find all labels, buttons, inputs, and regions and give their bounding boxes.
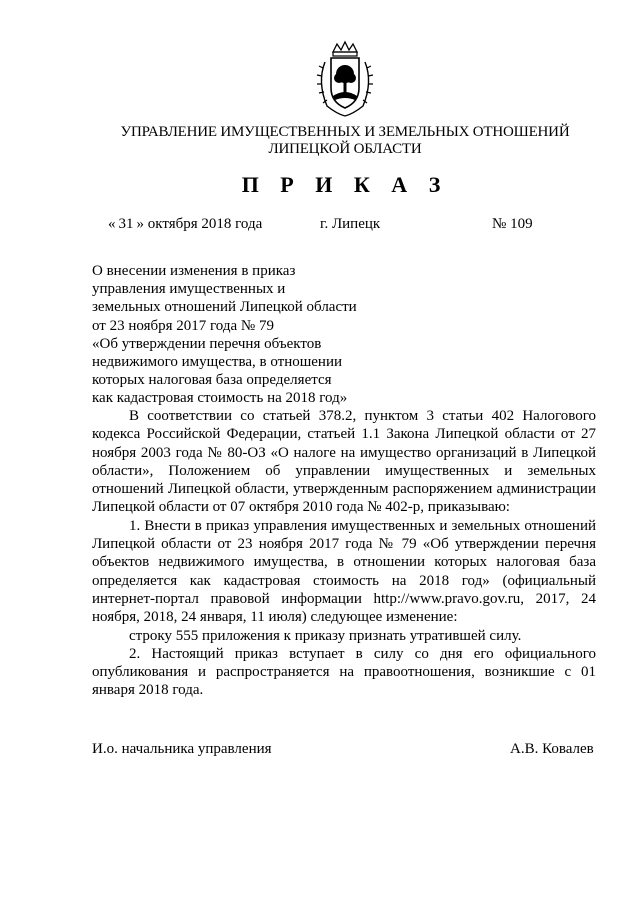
- subject-line: «Об утверждении перечня объектов: [92, 335, 322, 352]
- subject-line: которых налоговая база определяется: [92, 372, 332, 389]
- order-date: [108, 216, 262, 233]
- order-city: г. Липецк: [320, 216, 381, 232]
- body-paragraph-change: строку 555 приложения к приказу признать утратившей силу.: [129, 627, 522, 644]
- date-quote-close: »: [136, 216, 144, 232]
- document-type-title: П Р И К А З: [241, 172, 449, 197]
- date-day: 31: [118, 216, 134, 232]
- subject-line: от 23 ноября 2017 года № 79: [92, 317, 274, 334]
- date-month-year: октября 2018 года: [147, 216, 263, 232]
- subject-line: земельных отношений Липецкой области: [92, 299, 357, 316]
- order-subject: [92, 262, 392, 408]
- lipetsk-coat-of-arms-icon: [313, 38, 377, 118]
- body-paragraph-item-1: 1. Внести в приказ управления имущественных и земельных отношений Липецкой области от 23 ноября 2017 года № 79 «Об утверждении перечня объектов недвижимого имущества, в отношении которых налоговая база определяется как кадастровая стоимость на 2018 год» (официальный интернет-портал правовой информации http://www.pravo.gov.ru, 2017, 24 ноября, 2018, 24 января, 11 июля) следующее изменение:: [92, 517, 596, 626]
- number-label: №: [492, 216, 507, 232]
- subject-line: О внесении изменения в приказ: [92, 263, 296, 279]
- signatory-name: А.В. Ковалев: [510, 741, 594, 757]
- signatory-position: И.о. начальника управления: [92, 741, 272, 757]
- body-paragraph-preamble: В соответствии со статьей 378.2, пунктом 3 статьи 402 Налогового кодекса Российской Федерации, статьей 1.1 Закона Липецкой области от 27 ноября 2003 года № 80-ОЗ «О налоге на имущество организаций в Липецкой области», Положением об управлении имущественных и земельных отношений Липецкой области, утвержденным распоряжением администрации Липецкой области от 07 октября 2010 года № 402-р, приказываю:: [92, 408, 596, 516]
- organization-name-line1: УПРАВЛЕНИЕ ИМУЩЕСТВЕННЫХ И ЗЕМЕЛЬНЫХ ОТНОШЕНИЙ: [120, 124, 570, 140]
- order-number: [492, 216, 533, 233]
- body-paragraph-item-2: 2. Настоящий приказ вступает в силу со дня его официального опубликования и распространяется на правоотношения, возникшие с 01 января 2018 года.: [92, 645, 596, 699]
- date-quote-open: «: [108, 216, 116, 232]
- number-value: 109: [510, 216, 533, 232]
- order-body: [92, 407, 596, 700]
- subject-line: управления имущественных и: [92, 281, 286, 298]
- subject-line: недвижимого имущества, в отношении: [92, 354, 343, 371]
- subject-line: как кадастровая стоимость на 2018 год»: [92, 390, 348, 407]
- organization-name-line2: ЛИПЕЦКОЙ ОБЛАСТИ: [268, 141, 422, 157]
